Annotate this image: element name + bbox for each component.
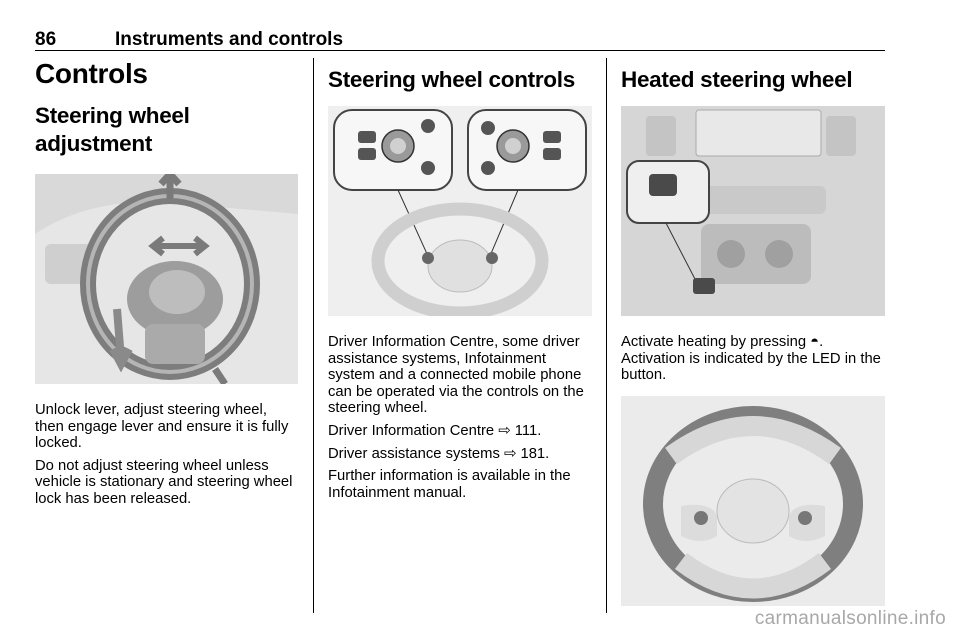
column-steering-adjustment <box>35 58 298 514</box>
section-heading: Heated steering wheel <box>621 67 853 92</box>
steering-controls-figure <box>328 106 592 316</box>
dic-reference: Driver Information Centre ⇨ 111. <box>328 422 542 439</box>
driver-assistance-reference: Driver assistance systems ⇨ 181. <box>328 445 550 462</box>
paragraph: Driver Information Centre, some driver assistance systems, Infotainment system and a connected mobile phone can be operated via the controls on the steering wheel. <box>328 334 584 417</box>
heated-button-figure <box>621 106 885 316</box>
paragraph: Further information is available in the Infotainment manual. <box>328 468 571 501</box>
column-divider <box>606 58 607 613</box>
page-number: 86 <box>35 29 57 50</box>
section-heading: Steering wheel controls <box>328 67 575 92</box>
subsection-title: Steering wheel adjustment <box>35 103 190 156</box>
steering-adjustment-figure <box>35 174 298 384</box>
paragraph: Activate heating by pressing ◓. <box>621 334 824 350</box>
paragraph: Activation is indicated by the LED in the button. <box>621 350 881 384</box>
paragraph: Unlock lever, adjust steering wheel, then engage lever and ensure it is fully locked. <box>35 402 289 452</box>
section-title: Instruments and controls <box>115 29 344 50</box>
column-steering-controls <box>328 58 592 507</box>
column-divider <box>313 58 314 613</box>
chapter-title: Controls <box>35 58 148 89</box>
column-heated-steering-wheel <box>621 58 885 606</box>
watermark: carmanualsonline.info <box>754 608 946 629</box>
heated-wheel-figure <box>621 396 885 606</box>
paragraph: Do not adjust steering wheel unless vehicle is stationary and steering wheel lock has been released. <box>35 457 293 507</box>
page-header <box>35 26 885 51</box>
